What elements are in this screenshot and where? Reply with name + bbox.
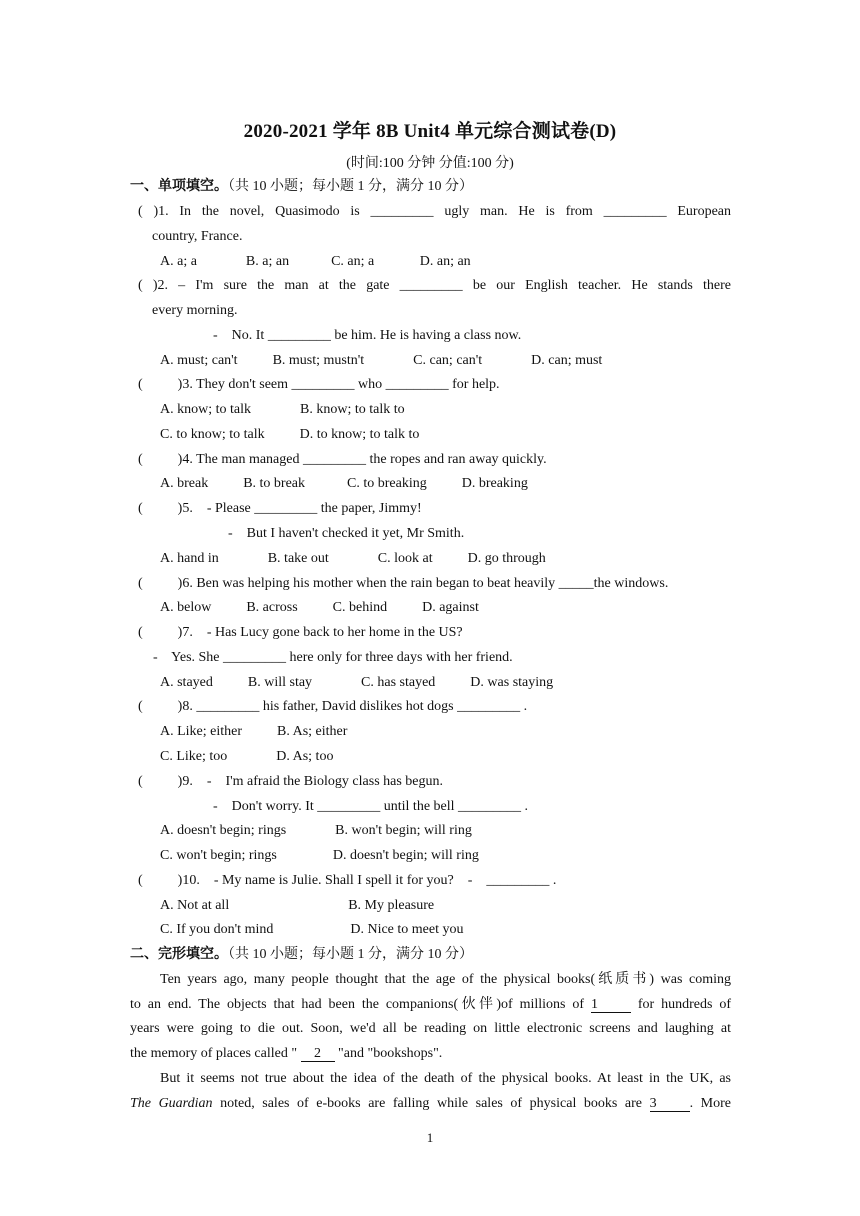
question-10-options-1: A. Not at all B. My pleasure xyxy=(160,898,435,913)
question-4-stem: ( )4. The man managed _________ the ropes and ran away quickly. xyxy=(138,452,547,467)
page-number: 1 xyxy=(426,1130,434,1145)
question-8-options-2: C. Like; too D. As; too xyxy=(160,749,334,764)
section-1-title: 一、单项填空。 xyxy=(130,179,228,194)
section-2-title: 二、完形填空。 xyxy=(130,947,228,962)
passage-p1-line-3: years were going to die out. Soon, we'd all be reading on little electronic screens and laughing at xyxy=(130,1021,731,1036)
passage-text: "and "bookshops". xyxy=(334,1046,443,1061)
question-3-options-1: A. know; to talk B. know; to talk to xyxy=(160,402,405,417)
question-1-options: A. a; a B. a; an C. an; a D. an; an xyxy=(160,254,471,269)
question-5-reply: - But I haven't checked it yet, Mr Smith. xyxy=(228,526,465,541)
question-10-stem: ( )10. - My name is Julie. Shall I spell it for you? - _________ . xyxy=(138,873,557,888)
exam-time-score: (时间:100 分钟 分值:100 分) xyxy=(346,156,514,171)
passage-text: to an end. The objects that had been the companions(伙伴)of millions of xyxy=(130,997,591,1012)
question-6-stem: ( )6. Ben was helping his mother when the rain began to beat heavily _____the windows. xyxy=(138,576,669,591)
passage-text: . More xyxy=(689,1096,731,1111)
cloze-blank-2[interactable]: 2 xyxy=(301,1047,335,1062)
passage-text: the memory of places called " xyxy=(130,1046,301,1061)
question-9-options-2: C. won't begin; rings D. doesn't begin; will ring xyxy=(160,848,479,863)
passage-p1-line-2 xyxy=(130,996,731,1014)
section-2-heading xyxy=(130,946,473,964)
question-2-options: A. must; can't B. must; mustn't C. can; can't D. can; must xyxy=(160,353,603,368)
cloze-blank-1[interactable]: 1 xyxy=(591,998,631,1013)
section-2-note: （共 10 小题；每小题 1 分，满分 10 分） xyxy=(228,947,473,962)
question-8-options-1: A. Like; either B. As; either xyxy=(160,724,348,739)
question-4-options: A. break B. to break C. to breaking D. breaking xyxy=(160,476,528,491)
section-1-note: （共 10 小题；每小题 1 分，满分 10 分） xyxy=(228,179,473,194)
passage-p2-line-1: But it seems not true about the idea of the death of the physical books. At least in the UK, as xyxy=(160,1071,731,1086)
question-9-stem: ( )9. - I'm afraid the Biology class has begun. xyxy=(138,774,444,789)
question-5-stem: ( )5. - Please _________ the paper, Jimmy! xyxy=(138,501,422,516)
question-3-stem: ( )3. They don't seem _________ who _________ for help. xyxy=(138,377,500,392)
passage-p2-line-2 xyxy=(130,1095,731,1113)
question-7-options: A. stayed B. will stay C. has stayed D. was staying xyxy=(160,675,554,690)
question-7-stem: ( )7. - Has Lucy gone back to her home in the US? xyxy=(138,625,463,640)
page-title: 2020-2021 学年 8B Unit4 单元综合测试卷(D) xyxy=(243,121,617,142)
question-9-reply: - Don't worry. It _________ until the bell _________ . xyxy=(213,799,529,814)
question-1-stem-cont: country, France. xyxy=(152,229,243,244)
newspaper-name: The Guardian xyxy=(130,1096,213,1111)
passage-text: for hundreds of xyxy=(630,997,731,1012)
passage-p1-line-4 xyxy=(130,1045,442,1063)
question-2-stem: ( )2. – I'm sure the man at the gate _________ be our English teacher. He stands there xyxy=(138,278,731,293)
question-8-stem: ( )8. _________ his father, David dislikes hot dogs _________ . xyxy=(138,699,528,714)
passage-text: noted, sales of e-books are falling while sales of physical books are xyxy=(212,1096,650,1111)
question-7-reply: - Yes. She _________ here only for three days with her friend. xyxy=(153,650,513,665)
question-2-reply: - No. It _________ be him. He is having a class now. xyxy=(213,328,522,343)
passage-p1-line-1: Ten years ago, many people thought that the age of the physical books(纸质书) was coming xyxy=(160,972,731,987)
section-1-heading xyxy=(130,178,473,196)
question-6-options: A. below B. across C. behind D. against xyxy=(160,600,479,615)
question-1-stem: ( )1. In the novel, Quasimodo is _________ ugly man. He is from _________ European xyxy=(138,204,731,219)
question-10-options-2: C. If you don't mind D. Nice to meet you xyxy=(160,922,464,937)
question-9-options-1: A. doesn't begin; rings B. won't begin; will ring xyxy=(160,823,472,838)
question-5-options: A. hand in B. take out C. look at D. go through xyxy=(160,551,546,566)
cloze-blank-3[interactable]: 3 xyxy=(650,1097,690,1112)
question-2-stem-cont: every morning. xyxy=(152,303,238,318)
question-3-options-2: C. to know; to talk D. to know; to talk to xyxy=(160,427,420,442)
